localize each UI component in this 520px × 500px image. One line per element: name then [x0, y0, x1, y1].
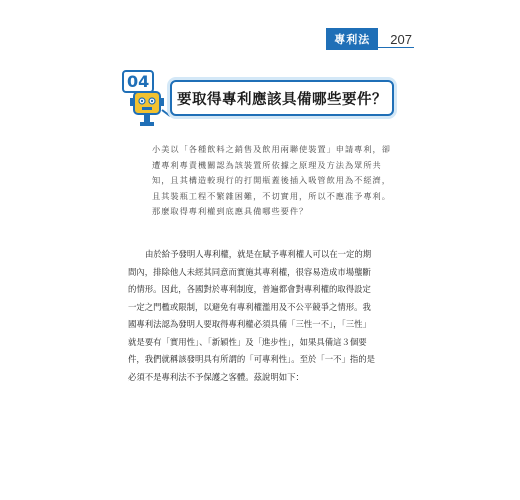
scenario-line: 小美以「各種飲料之銷售及飲用兩聯使裝置」申請專利，卻: [152, 144, 391, 154]
body-line: 國專利法認為發明人要取得專利權必須具備「三性一不」，「三性」: [128, 319, 371, 329]
header-rule: [344, 47, 414, 48]
question-heading: [118, 70, 398, 130]
scenario-line: 遭專利專責機關認為該裝置所依據之原理及方法為眾所共: [152, 159, 382, 170]
question-title: 要取得專利應該具備哪些要件？: [177, 91, 387, 108]
body-line: 的情形。因此，各國對於專利制度，普遍都會對專利權的取得設定: [128, 284, 371, 294]
scenario-line: 且其裝瓶工程不繁雜困難，不切實用，所以不應准予專利。: [152, 190, 391, 201]
body-line: 件，我們就稱該發明具有所謂的「可專利性」。至於「一不」指的是: [128, 354, 376, 364]
body-paragraph: [128, 246, 418, 386]
scenario-line: 知，且其構造較現行的打開瓶蓋後插入吸管飲用為不經濟，: [152, 175, 391, 185]
body-line: 必須不是專利法不予保護之客體。茲說明如下：: [128, 371, 304, 382]
question-number: 04: [122, 70, 154, 93]
scenario-line: 那麼取得專利權到底應具備哪些要件？: [152, 206, 309, 216]
question-title-box: [170, 80, 394, 116]
body-line: 一定之門檻或限制，以避免有專利權濫用及不公平競爭之情形。我: [128, 301, 371, 312]
page-number: 207: [390, 31, 412, 47]
scenario-text: [152, 142, 412, 220]
body-line: 由於給予發明人專利權，就是在賦予專利權人可以在一定的期: [145, 249, 372, 259]
body-line: 就是要有「實用性」、「新穎性」及「進步性」，如果具備這３個要: [128, 336, 367, 347]
section-label: 專利法: [326, 28, 378, 50]
body-line: 間內，排除他人未經其同意而實施其專利權，很容易造成市場壟斷: [128, 266, 371, 277]
